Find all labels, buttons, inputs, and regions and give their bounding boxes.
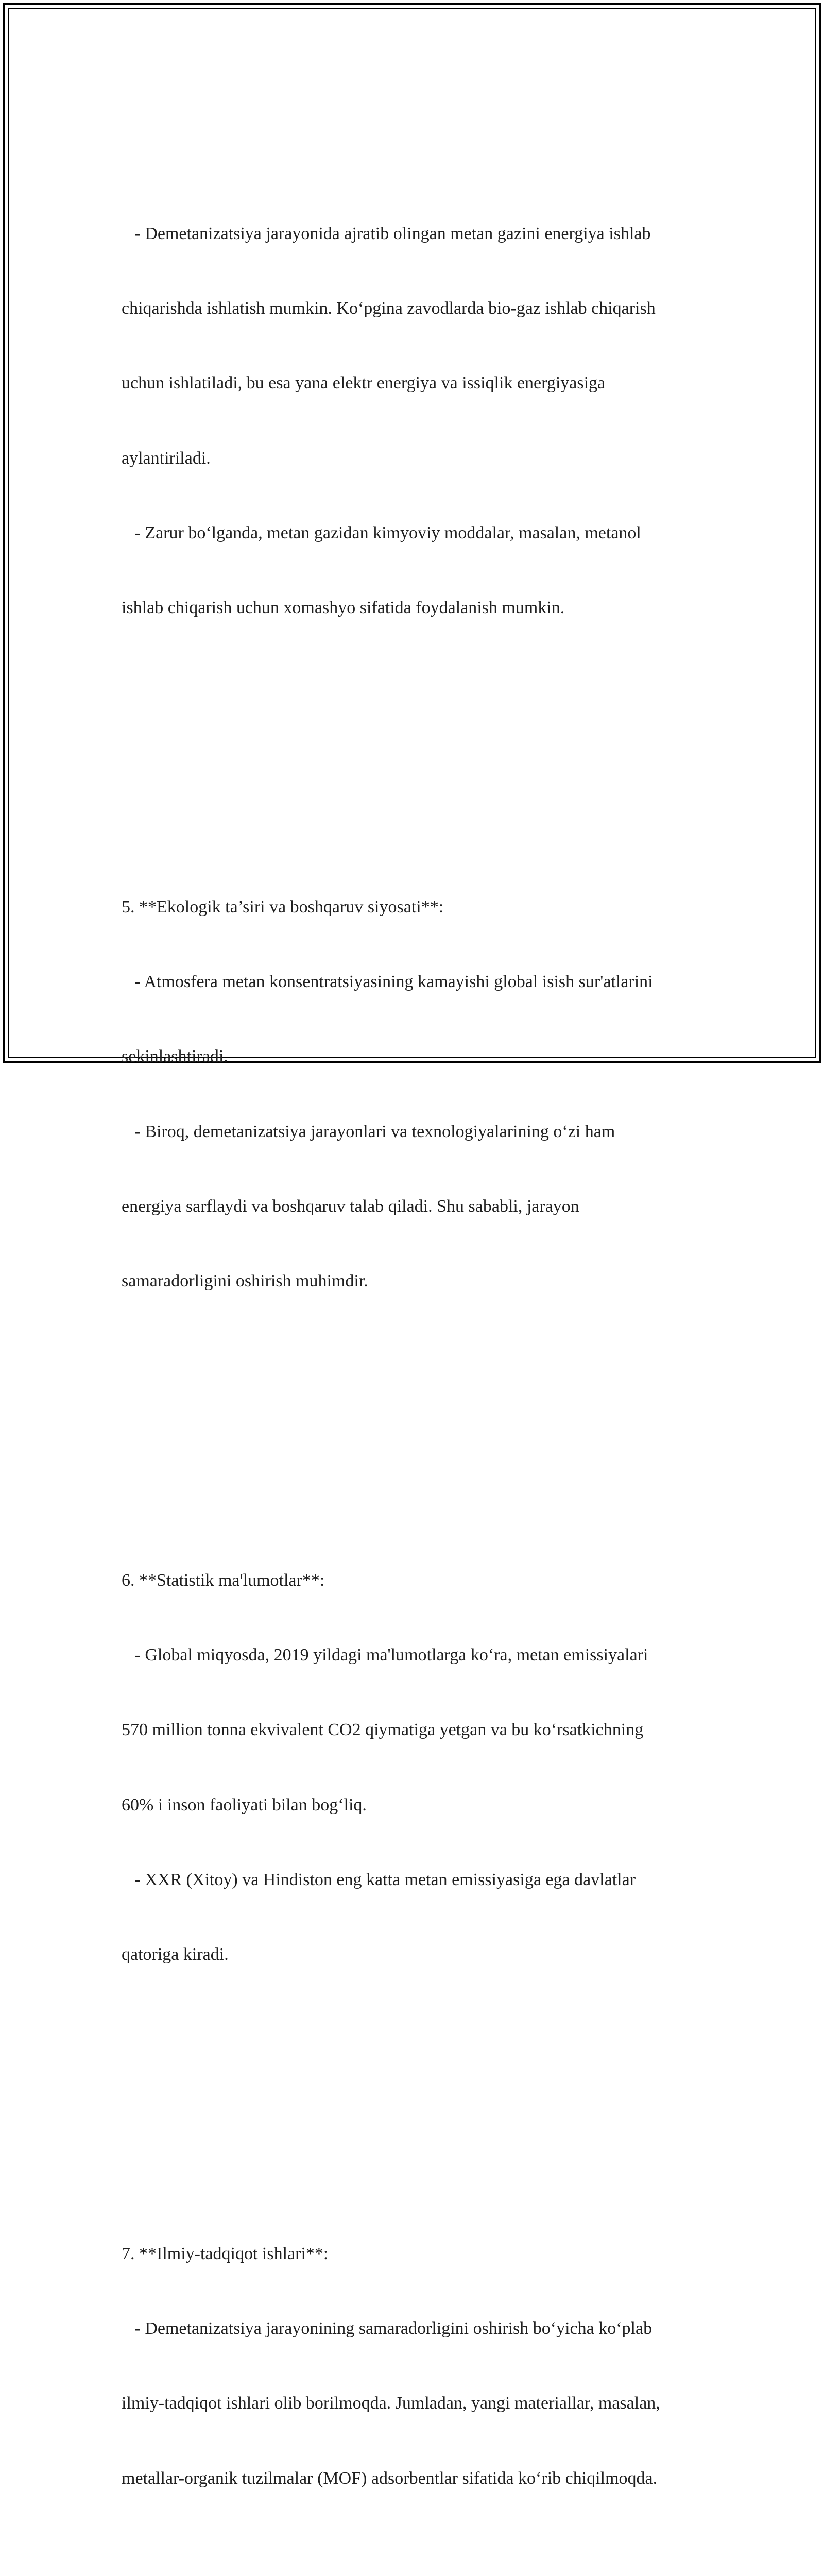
text-line: aylantiriladi. xyxy=(122,448,211,468)
text-line: 570 million tonna ekvivalent CO2 qiymatiga yetgan va bu ko‘rsatkichning xyxy=(122,1720,644,1740)
text-line: ishlab chiqarish uchun xomashyo sifatida foydalanish mumkin. xyxy=(122,598,565,618)
text-line: - Atmosfera metan konsentratsiyasining kamayishi global isish sur'atlarini xyxy=(122,972,653,992)
text-line: 60% i inson faoliyati bilan bog‘liq. xyxy=(122,1795,367,1815)
section-7 xyxy=(122,2192,719,2541)
text-line: ilmiy-tadqiqot ishlari olib borilmoqda. Jumladan, yangi materiallar, masalan, xyxy=(122,2394,660,2413)
text-line: - Global miqyosda, 2019 yildagi ma'lumotlarga ko‘ra, metan emissiyalari xyxy=(122,1646,648,1665)
text-line: uchun ishlatiladi, bu esa yana elektr energiya va issiqlik energiyasiga xyxy=(122,374,606,393)
text-line: - Demetanizatsiya jarayonining samaradorligini oshirish bo‘yicha ko‘plab xyxy=(122,2319,653,2338)
section-5 xyxy=(122,845,719,1344)
text-line: qatoriga kiradi. xyxy=(122,1945,229,1964)
text-line: chiqarishda ishlatish mumkin. Ko‘pgina zavodlarda bio-gaz ishlab chiqarish xyxy=(122,299,656,318)
document-body xyxy=(122,97,719,2576)
intro-paragraph xyxy=(122,172,719,670)
section-6 xyxy=(122,1518,719,2017)
paragraph-gap xyxy=(122,1419,719,1444)
section-heading: 7. **Ilmiy-tadqiqot ishlari**: xyxy=(122,2244,329,2263)
text-line: samaradorligini oshirish muhimdir. xyxy=(122,1272,368,1291)
section-heading: 5. **Ekologik ta’siri va boshqaruv siyosati**: xyxy=(122,897,444,917)
section-heading: 6. **Statistik ma'lumotlar**: xyxy=(122,1570,325,1590)
paragraph-gap xyxy=(122,745,719,770)
text-line: - Biroq, demetanizatsiya jarayonlari va texnologiyalarining o‘zi ham xyxy=(122,1122,615,1141)
text-line: sekinlashtiradi. xyxy=(122,1047,228,1066)
text-line: - Zarur bo‘lganda, metan gazidan kimyoviy moddalar, masalan, metanol xyxy=(122,523,641,543)
text-line: energiya sarflaydi va boshqaruv talab qiladi. Shu sababli, jarayon xyxy=(122,1196,579,1216)
paragraph-gap xyxy=(122,2092,719,2116)
text-line: - Demetanizatsiya jarayonida ajratib olingan metan gazini energiya ishlab xyxy=(122,224,651,244)
text-line: - XXR (Xitoy) va Hindiston eng katta metan emissiyasiga ega davlatlar xyxy=(122,1870,636,1889)
text-line: metallar-organik tuzilmalar (MOF) adsorbentlar sifatida ko‘rib chiqilmoqda. xyxy=(122,2468,658,2488)
